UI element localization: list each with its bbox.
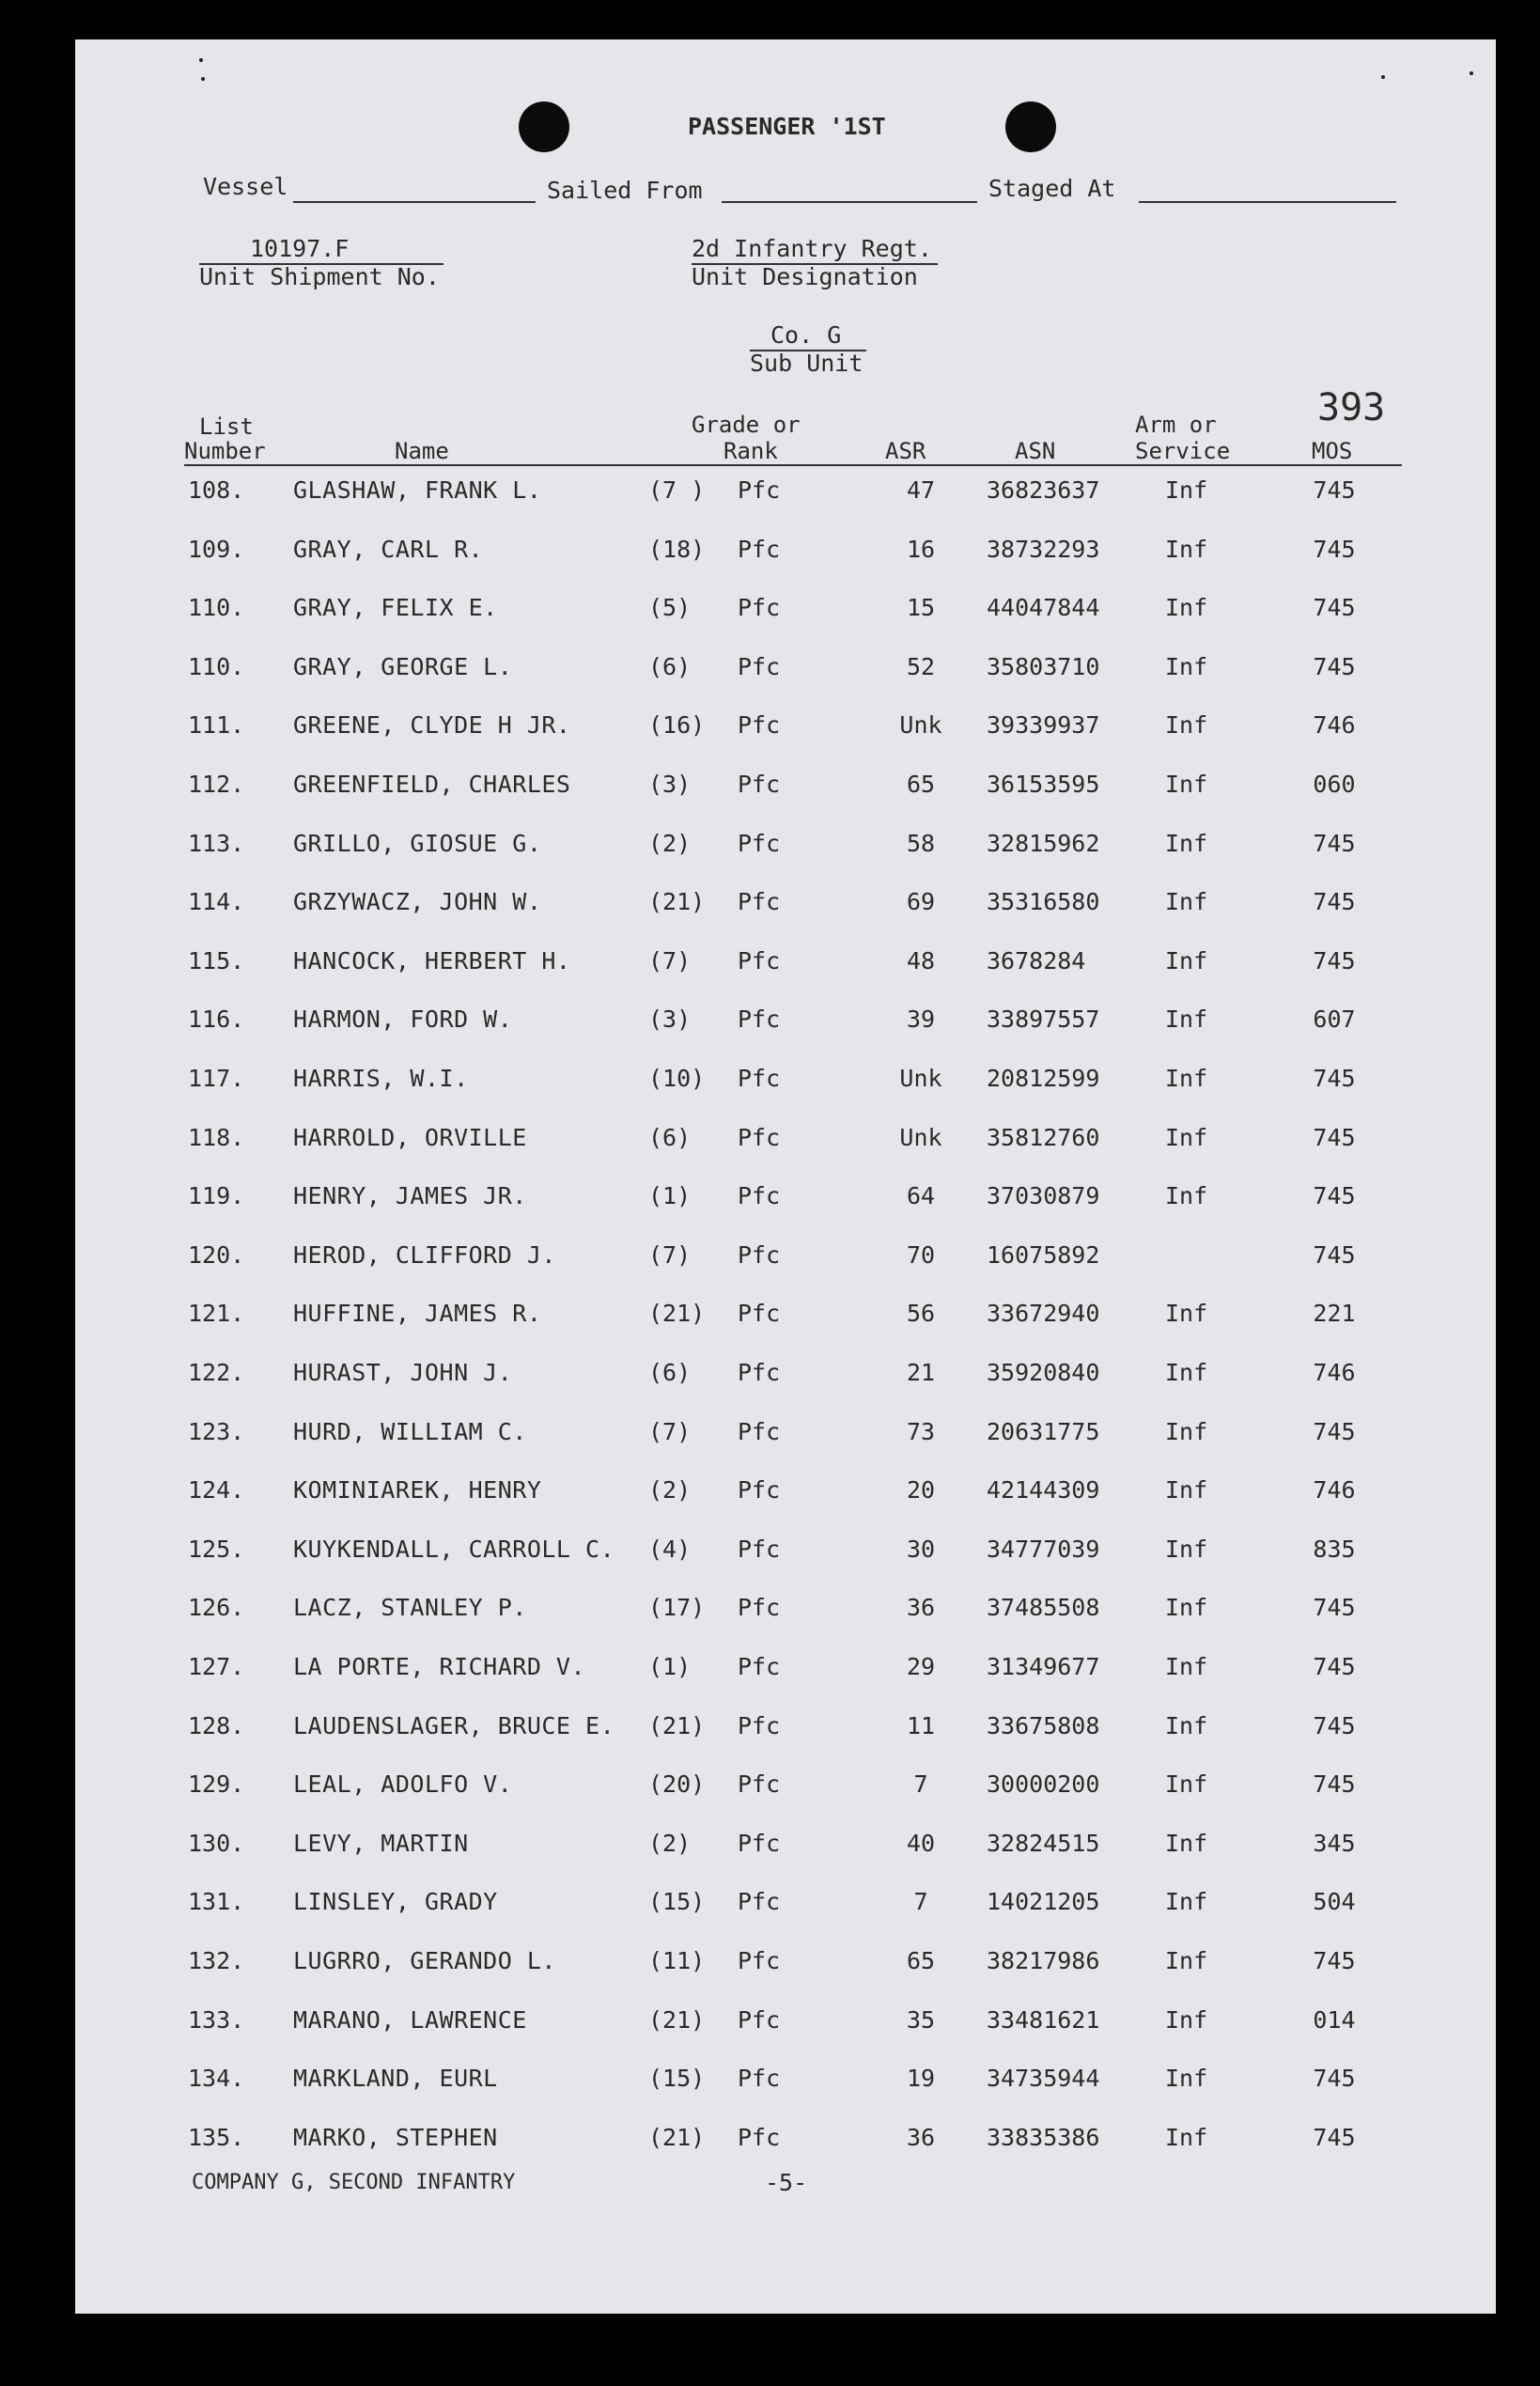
asn-cell: 35812760 — [987, 1123, 1100, 1151]
rank-cell: Pfc — [738, 888, 781, 916]
passenger-name-cell: HURD, WILLIAM C. — [293, 1417, 527, 1445]
rank-cell: Pfc — [738, 1476, 781, 1505]
mos-cell: 745 — [1313, 1770, 1356, 1799]
grade-cell: (1) — [648, 1653, 692, 1680]
arm-of-service-cell: Inf — [1165, 594, 1208, 622]
list-number-cell: 111. — [188, 711, 245, 740]
list-number-cell: 109. — [188, 535, 245, 563]
col-grade-1: Grade or — [692, 412, 801, 438]
arm-of-service-cell: Inf — [1165, 2065, 1208, 2093]
arm-of-service-cell: Inf — [1165, 888, 1208, 916]
passenger-name-cell: GLASHAW, FRANK L. — [293, 476, 542, 504]
asn-cell: 36823637 — [987, 476, 1100, 504]
asr-cell: 21 — [906, 1359, 936, 1386]
rank-cell: Pfc — [738, 2123, 781, 2151]
table-row — [75, 1119, 1496, 1157]
arm-of-service-cell: Inf — [1165, 1711, 1208, 1739]
punch-hole-left — [519, 101, 569, 152]
asn-cell: 38732293 — [987, 535, 1100, 563]
asn-cell: 20631775 — [987, 1417, 1100, 1445]
asn-cell: 3678284 — [987, 946, 1086, 975]
col-mos: MOS — [1312, 438, 1353, 464]
passenger-name-cell: GREENE, CLYDE H JR. — [293, 711, 571, 740]
unit-designation-label: Unit Designation — [692, 263, 918, 290]
table-row — [75, 1708, 1496, 1745]
col-arm-1: Arm or — [1135, 412, 1217, 438]
footer-page-number: -5- — [765, 2169, 808, 2196]
grade-cell: (2) — [648, 1829, 692, 1857]
mos-cell: 345 — [1313, 1829, 1356, 1857]
grade-cell: (21) — [648, 2005, 706, 2034]
unit-shipment-label: Unit Shipment No. — [199, 263, 440, 290]
table-row — [75, 1531, 1496, 1568]
table-row — [75, 531, 1496, 569]
asr-cell: 64 — [906, 1182, 936, 1210]
arm-of-service-cell: Inf — [1165, 1888, 1208, 1916]
rank-cell: Pfc — [738, 1300, 781, 1328]
unit-shipment-no: 10197.F — [250, 235, 350, 262]
passenger-name-cell: KOMINIAREK, HENRY — [293, 1476, 542, 1505]
list-number-cell: 125. — [188, 1535, 245, 1563]
asn-cell: 33672940 — [987, 1300, 1100, 1328]
mos-cell: 060 — [1313, 771, 1356, 798]
list-number-cell: 108. — [188, 476, 245, 504]
grade-cell: (7) — [648, 1240, 692, 1269]
mos-cell: 745 — [1313, 1182, 1356, 1210]
mos-cell: 745 — [1313, 1240, 1356, 1269]
asr-cell: 15 — [906, 594, 936, 622]
grade-cell: (15) — [648, 1888, 706, 1916]
grade-cell: (17) — [648, 1594, 706, 1622]
arm-of-service-cell: Inf — [1165, 1300, 1208, 1328]
list-number-cell: 127. — [188, 1653, 245, 1680]
list-number-cell: 123. — [188, 1417, 245, 1445]
mos-cell: 745 — [1313, 476, 1356, 504]
table-row — [75, 589, 1496, 627]
table-row — [75, 707, 1496, 744]
asn-cell: 14021205 — [987, 1888, 1100, 1916]
rank-cell: Pfc — [738, 1770, 781, 1799]
mos-cell: 745 — [1313, 1123, 1356, 1151]
arm-of-service-cell: Inf — [1165, 1359, 1208, 1386]
grade-cell: (21) — [648, 888, 706, 916]
table-row — [75, 1825, 1496, 1863]
vessel-label: Vessel — [203, 173, 288, 200]
asr-cell: 73 — [906, 1417, 936, 1445]
mos-cell: 745 — [1313, 594, 1356, 622]
grade-cell: (18) — [648, 535, 706, 563]
mos-cell: 745 — [1313, 652, 1356, 680]
passenger-name-cell: LACZ, STANLEY P. — [293, 1594, 527, 1622]
asn-cell: 33481621 — [987, 2005, 1100, 2034]
mos-cell: 746 — [1313, 1359, 1356, 1386]
arm-of-service-cell: Inf — [1165, 1006, 1208, 1034]
grade-cell: (2) — [648, 1476, 692, 1505]
passenger-name-cell: GRAY, GEORGE L. — [293, 652, 513, 680]
passenger-name-cell: HUFFINE, JAMES R. — [293, 1300, 542, 1328]
list-number-cell: 113. — [188, 829, 245, 857]
table-row — [75, 1237, 1496, 1274]
rank-cell: Pfc — [738, 1065, 781, 1092]
grade-cell: (5) — [648, 594, 692, 622]
arm-of-service-cell: Inf — [1165, 1594, 1208, 1622]
asn-cell: 30000200 — [987, 1770, 1100, 1799]
staged-at-line — [1139, 201, 1396, 203]
list-number-cell: 121. — [188, 1300, 245, 1328]
table-row — [75, 1766, 1496, 1803]
list-number-cell: 131. — [188, 1888, 245, 1916]
asn-cell: 35803710 — [987, 652, 1100, 680]
arm-of-service-cell: Inf — [1165, 476, 1208, 504]
grade-cell: (6) — [648, 1359, 692, 1386]
mos-cell: 745 — [1313, 1653, 1356, 1680]
mos-cell: 504 — [1313, 1888, 1356, 1916]
document-page — [75, 39, 1496, 2314]
mos-cell: 745 — [1313, 1417, 1356, 1445]
table-row — [75, 648, 1496, 686]
rank-cell: Pfc — [738, 829, 781, 857]
asr-cell: 30 — [906, 1535, 936, 1563]
rank-cell: Pfc — [738, 1653, 781, 1680]
rank-cell: Pfc — [738, 1535, 781, 1563]
speck — [1381, 75, 1385, 79]
rank-cell: Pfc — [738, 1006, 781, 1034]
asn-cell: 34735944 — [987, 2065, 1100, 2093]
list-number-cell: 133. — [188, 2005, 245, 2034]
table-row — [75, 766, 1496, 803]
table-row — [75, 1648, 1496, 1686]
vessel-line — [293, 201, 536, 203]
asr-cell: 39 — [906, 1006, 936, 1034]
sailed-from-line — [722, 201, 977, 203]
rank-cell: Pfc — [738, 1711, 781, 1739]
grade-cell: (4) — [648, 1535, 692, 1563]
table-row — [75, 1060, 1496, 1098]
rank-cell: Pfc — [738, 1594, 781, 1622]
rank-cell: Pfc — [738, 1123, 781, 1151]
passenger-name-cell: LAUDENSLAGER, BRUCE E. — [293, 1711, 615, 1739]
arm-of-service-cell: Inf — [1165, 1417, 1208, 1445]
asn-cell: 44047844 — [987, 594, 1100, 622]
grade-cell: (7) — [648, 1417, 692, 1445]
rank-cell: Pfc — [738, 1947, 781, 1974]
mos-cell: 221 — [1313, 1300, 1356, 1328]
grade-cell: (16) — [648, 711, 706, 740]
asn-cell: 34777039 — [987, 1535, 1100, 1563]
mos-cell: 746 — [1313, 1476, 1356, 1505]
list-number-cell: 118. — [188, 1123, 245, 1151]
mos-cell: 746 — [1313, 711, 1356, 740]
asn-cell: 31349677 — [987, 1653, 1100, 1680]
asn-cell: 20812599 — [987, 1065, 1100, 1092]
rank-cell: Pfc — [738, 2065, 781, 2093]
list-number-cell: 129. — [188, 1770, 245, 1799]
asn-cell: 42144309 — [987, 1476, 1100, 1505]
rank-cell: Pfc — [738, 711, 781, 740]
rank-cell: Pfc — [738, 594, 781, 622]
passenger-name-cell: HARRIS, W.I. — [293, 1065, 469, 1092]
grade-cell: (21) — [648, 1300, 706, 1328]
list-number-cell: 120. — [188, 1240, 245, 1269]
arm-of-service-cell: Inf — [1165, 1476, 1208, 1505]
asr-cell: 19 — [906, 2065, 936, 2093]
asn-cell: 33897557 — [987, 1006, 1100, 1034]
asr-cell: 20 — [906, 1476, 936, 1505]
grade-cell: (6) — [648, 1123, 692, 1151]
list-number-cell: 116. — [188, 1006, 245, 1034]
asr-cell: 65 — [906, 771, 936, 798]
passenger-name-cell: LA PORTE, RICHARD V. — [293, 1653, 586, 1680]
passenger-name-cell: LEAL, ADOLFO V. — [293, 1770, 513, 1799]
staged-at-label: Staged At — [988, 175, 1116, 202]
table-row — [75, 1001, 1496, 1038]
asn-cell: 33675808 — [987, 1711, 1100, 1739]
asn-cell: 35316580 — [987, 888, 1100, 916]
asr-cell: 56 — [906, 1300, 936, 1328]
grade-cell: (2) — [648, 829, 692, 857]
passenger-name-cell: GRZYWACZ, JOHN W. — [293, 888, 542, 916]
document-title: PASSENGER '1ST — [688, 113, 886, 140]
header-rule — [184, 464, 1402, 466]
asn-cell: 37030879 — [987, 1182, 1100, 1210]
rank-cell: Pfc — [738, 1359, 781, 1386]
mos-cell: 607 — [1313, 1006, 1356, 1034]
grade-cell: (3) — [648, 771, 692, 798]
table-row — [75, 1589, 1496, 1627]
asr-cell: 40 — [906, 1829, 936, 1857]
asr-cell: 7 — [913, 1888, 928, 1916]
mos-cell: 745 — [1313, 829, 1356, 857]
asr-cell: 52 — [906, 652, 936, 680]
speck — [201, 77, 205, 81]
list-number-cell: 110. — [188, 652, 245, 680]
list-number-cell: 124. — [188, 1476, 245, 1505]
rank-cell: Pfc — [738, 1888, 781, 1916]
mos-cell: 745 — [1313, 1947, 1356, 1974]
arm-of-service-cell: Inf — [1165, 1123, 1208, 1151]
asr-cell: 70 — [906, 1240, 936, 1269]
mos-cell: 745 — [1313, 1065, 1356, 1092]
list-number-cell: 110. — [188, 594, 245, 622]
mos-cell: 745 — [1313, 1594, 1356, 1622]
page-stamp: 393 — [1317, 386, 1386, 429]
grade-cell: (15) — [648, 2065, 706, 2093]
mos-cell: 014 — [1313, 2005, 1356, 2034]
asr-cell: 47 — [906, 476, 936, 504]
grade-cell: (20) — [648, 1770, 706, 1799]
passenger-name-cell: HARMON, FORD W. — [293, 1006, 513, 1034]
asr-cell: Unk — [899, 1123, 942, 1151]
arm-of-service-cell: Inf — [1165, 1770, 1208, 1799]
col-grade-2: Rank — [723, 438, 778, 464]
asr-cell: 11 — [906, 1711, 936, 1739]
mos-cell: 745 — [1313, 888, 1356, 916]
list-number-cell: 117. — [188, 1065, 245, 1092]
asr-cell: 29 — [906, 1653, 936, 1680]
table-row — [75, 1883, 1496, 1921]
arm-of-service-cell: Inf — [1165, 2123, 1208, 2151]
passenger-name-cell: HEROD, CLIFFORD J. — [293, 1240, 556, 1269]
table-row — [75, 2002, 1496, 2039]
arm-of-service-cell: Inf — [1165, 1535, 1208, 1563]
passenger-name-cell: MARKLAND, EURL — [293, 2065, 498, 2093]
asr-cell: 35 — [906, 2005, 936, 2034]
asr-cell: 69 — [906, 888, 936, 916]
passenger-name-cell: GRILLO, GIOSUE G. — [293, 829, 542, 857]
col-arm-2: Service — [1135, 438, 1231, 464]
asr-cell: 65 — [906, 1947, 936, 1974]
rank-cell: Pfc — [738, 1182, 781, 1210]
arm-of-service-cell: Inf — [1165, 535, 1208, 563]
asr-cell: 16 — [906, 535, 936, 563]
arm-of-service-cell: Inf — [1165, 652, 1208, 680]
passenger-name-cell: HENRY, JAMES JR. — [293, 1182, 527, 1210]
table-row — [75, 1942, 1496, 1980]
speck — [1470, 71, 1473, 75]
table-row — [75, 1295, 1496, 1333]
grade-cell: (3) — [648, 1006, 692, 1034]
mos-cell: 745 — [1313, 946, 1356, 975]
asr-cell: Unk — [899, 1065, 942, 1092]
col-list-number-2: Number — [184, 438, 266, 464]
arm-of-service-cell: Inf — [1165, 1653, 1208, 1680]
arm-of-service-cell: Inf — [1165, 1182, 1208, 1210]
footer-company: COMPANY G, SECOND INFANTRY — [192, 2171, 516, 2194]
passenger-name-cell: HANCOCK, HERBERT H. — [293, 946, 571, 975]
table-row — [75, 825, 1496, 863]
list-number-cell: 114. — [188, 888, 245, 916]
grade-cell: (11) — [648, 1947, 706, 1974]
grade-cell: (10) — [648, 1065, 706, 1092]
speck — [199, 58, 203, 62]
list-number-cell: 126. — [188, 1594, 245, 1622]
mos-cell: 745 — [1313, 2123, 1356, 2151]
rank-cell: Pfc — [738, 535, 781, 563]
rank-cell: Pfc — [738, 771, 781, 798]
list-number-cell: 112. — [188, 771, 245, 798]
asn-cell: 33835386 — [987, 2123, 1100, 2151]
table-row — [75, 1354, 1496, 1392]
asr-cell: 36 — [906, 2123, 936, 2151]
mos-cell: 745 — [1313, 2065, 1356, 2093]
passenger-name-cell: GRAY, CARL R. — [293, 535, 484, 563]
asn-cell: 38217986 — [987, 1947, 1100, 1974]
arm-of-service-cell: Inf — [1165, 829, 1208, 857]
arm-of-service-cell: Inf — [1165, 2005, 1208, 2034]
passenger-name-cell: GREENFIELD, CHARLES — [293, 771, 571, 798]
table-row — [75, 472, 1496, 509]
asn-cell: 32815962 — [987, 829, 1100, 857]
mos-cell: 745 — [1313, 535, 1356, 563]
table-row — [75, 2060, 1496, 2097]
passenger-name-cell: LINSLEY, GRADY — [293, 1888, 498, 1916]
grade-cell: (21) — [648, 1711, 706, 1739]
list-number-cell: 122. — [188, 1359, 245, 1386]
asn-cell: 36153595 — [987, 771, 1100, 798]
table-row — [75, 883, 1496, 921]
table-row — [75, 2119, 1496, 2157]
arm-of-service-cell: Inf — [1165, 711, 1208, 740]
list-number-cell: 134. — [188, 2065, 245, 2093]
grade-cell: (1) — [648, 1182, 692, 1210]
rank-cell: Pfc — [738, 476, 781, 504]
list-number-cell: 135. — [188, 2123, 245, 2151]
col-name: Name — [395, 438, 449, 464]
asn-cell: 16075892 — [987, 1240, 1100, 1269]
table-row — [75, 1472, 1496, 1509]
asn-cell: 32824515 — [987, 1829, 1100, 1857]
arm-of-service-cell: Inf — [1165, 1829, 1208, 1857]
col-asn: ASN — [1015, 438, 1056, 464]
rank-cell: Pfc — [738, 652, 781, 680]
rank-cell: Pfc — [738, 2005, 781, 2034]
col-asr: ASR — [885, 438, 926, 464]
mos-cell: 745 — [1313, 1711, 1356, 1739]
unit-designation: 2d Infantry Regt. — [692, 235, 932, 262]
asn-cell: 37485508 — [987, 1594, 1100, 1622]
table-row — [75, 943, 1496, 980]
passenger-name-cell: HURAST, JOHN J. — [293, 1359, 513, 1386]
sub-unit: Co. G — [770, 321, 842, 349]
arm-of-service-cell: Inf — [1165, 1065, 1208, 1092]
table-row — [75, 1177, 1496, 1215]
rank-cell: Pfc — [738, 1417, 781, 1445]
punch-hole-right — [1005, 101, 1056, 152]
rank-cell: Pfc — [738, 1829, 781, 1857]
passenger-name-cell: MARKO, STEPHEN — [293, 2123, 498, 2151]
grade-cell: (21) — [648, 2123, 706, 2151]
asr-cell: 7 — [913, 1770, 928, 1799]
col-list-number-1: List — [199, 413, 254, 440]
asn-cell: 39339937 — [987, 711, 1100, 740]
rank-cell: Pfc — [738, 946, 781, 975]
arm-of-service-cell: Inf — [1165, 946, 1208, 975]
arm-of-service-cell: Inf — [1165, 771, 1208, 798]
arm-of-service-cell: Inf — [1165, 1947, 1208, 1974]
passenger-name-cell: HARROLD, ORVILLE — [293, 1123, 527, 1151]
asr-cell: 48 — [906, 946, 936, 975]
list-number-cell: 115. — [188, 946, 245, 975]
asr-cell: Unk — [899, 711, 942, 740]
sub-unit-label: Sub Unit — [750, 350, 863, 377]
passenger-name-cell: LUGRRO, GERANDO L. — [293, 1947, 556, 1974]
passenger-name-cell: KUYKENDALL, CARROLL C. — [293, 1535, 615, 1563]
asn-cell: 35920840 — [987, 1359, 1100, 1386]
list-number-cell: 132. — [188, 1947, 245, 1974]
list-number-cell: 130. — [188, 1829, 245, 1857]
asr-cell: 58 — [906, 829, 936, 857]
passenger-name-cell: MARANO, LAWRENCE — [293, 2005, 527, 2034]
rank-cell: Pfc — [738, 1240, 781, 1269]
grade-cell: (7) — [648, 946, 692, 975]
grade-cell: (7 ) — [648, 476, 706, 504]
table-row — [75, 1413, 1496, 1451]
list-number-cell: 119. — [188, 1182, 245, 1210]
passenger-name-cell: LEVY, MARTIN — [293, 1829, 469, 1857]
grade-cell: (6) — [648, 652, 692, 680]
asr-cell: 36 — [906, 1594, 936, 1622]
list-number-cell: 128. — [188, 1711, 245, 1739]
passenger-name-cell: GRAY, FELIX E. — [293, 594, 498, 622]
sailed-from-label: Sailed From — [547, 177, 703, 204]
mos-cell: 835 — [1313, 1535, 1356, 1563]
